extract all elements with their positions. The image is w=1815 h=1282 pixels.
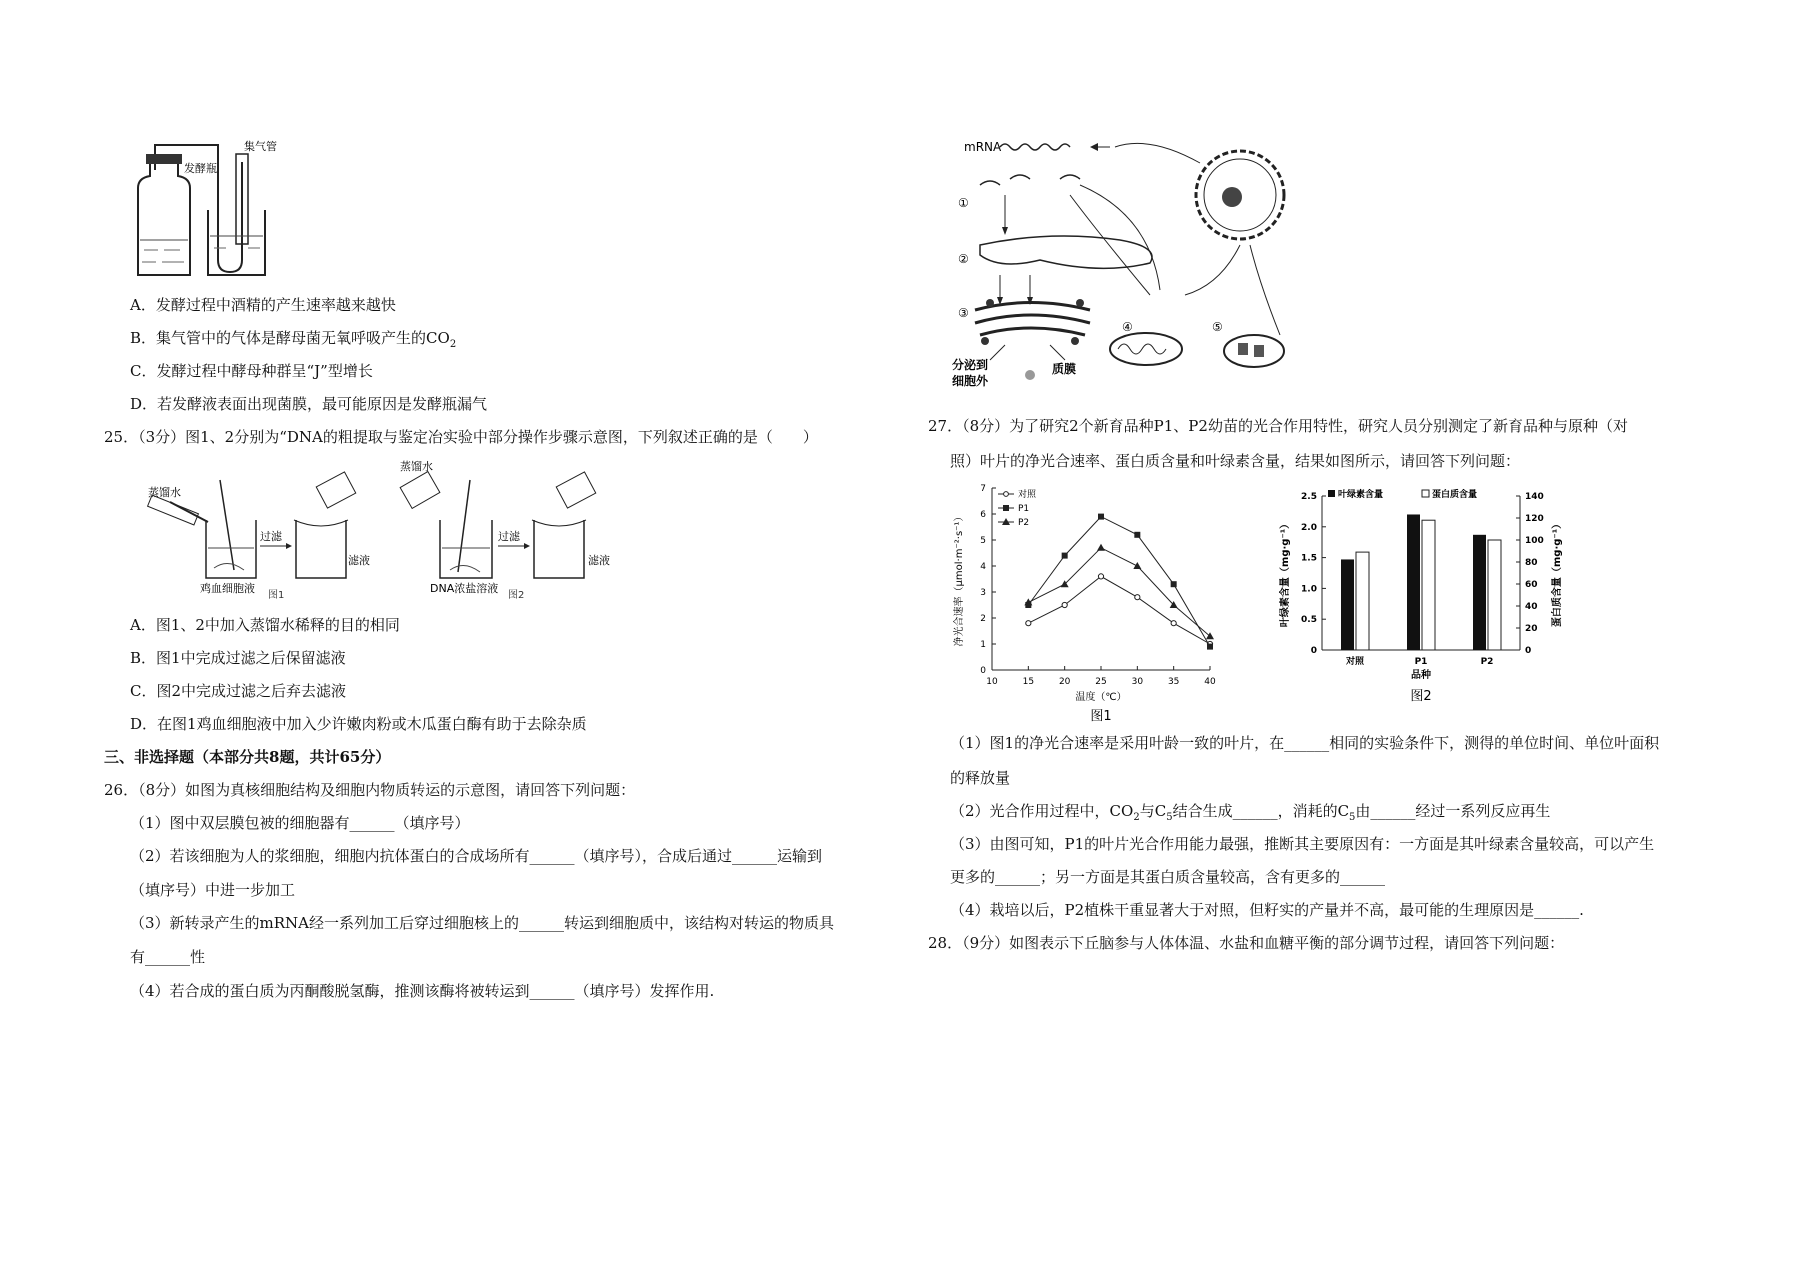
legend-label-P2: P2 — [1018, 518, 1030, 528]
q27-line-2: 的释放量 — [950, 769, 1011, 787]
q27-stem-1: 27．（8分）为了研究2个新育品种P1、P2幼苗的光合作用特性，研究人员分别测定了新育品种与原种（对 — [928, 417, 1628, 435]
x-tick-label: 10 — [986, 677, 998, 687]
section-heading: 三、非选择题（本部分共8题，共计65分） — [104, 748, 391, 766]
q25-stem: 25．（3分）图1、2分别为“DNA的粗提取与鉴定冶实验中部分操作步骤示意图，下列叙述正确的是（ ） — [104, 428, 818, 446]
q26-line-5: 有______性 — [130, 948, 206, 966]
legend-swatch — [1328, 490, 1335, 497]
y2-tick-label: 40 — [1525, 602, 1538, 612]
y-tick-label: 1 — [980, 640, 986, 650]
point-对照 — [1098, 574, 1103, 579]
svg-text:滤液: 滤液 — [348, 554, 370, 567]
bar-protein-P1 — [1422, 520, 1435, 650]
point-P1 — [1207, 644, 1213, 650]
x-tick-label: 40 — [1204, 677, 1216, 687]
q28-stem: 28．（9分）如图表示下丘脑参与人体体温、水盐和血糖平衡的部分调节过程，请回答下列问题： — [928, 934, 1565, 952]
legend-swatch — [1422, 490, 1429, 497]
dna-extraction-figure-2 — [400, 460, 680, 600]
y-tick-label: 0.5 — [1301, 615, 1317, 626]
label-2: ② — [958, 252, 969, 266]
membrane-label: 质膜 — [1052, 362, 1077, 376]
y2-tick-label: 20 — [1525, 624, 1538, 634]
y2-tick-label: 120 — [1525, 514, 1544, 524]
q25-option-b: B．图1中完成过滤之后保留滤液 — [130, 649, 346, 667]
q27-line-1: （1）图1的净光合速率是采用叶龄一致的叶片，在______相同的实验条件下，测得的单位时间、单位叶面积 — [950, 734, 1660, 752]
label-4: ④ — [1122, 320, 1133, 334]
point-对照 — [1171, 621, 1176, 626]
y2-axis-label: 蛋白质含量（mg·g⁻¹） — [1552, 518, 1563, 628]
y-tick-label: 2.5 — [1301, 492, 1317, 502]
secrete-label-1: 分泌到 — [952, 358, 989, 372]
q24-option-b: B．集气管中的气体是酵母菌无氧呼吸产生的$CO_2$ — [130, 329, 457, 350]
point-P1 — [1134, 532, 1140, 538]
svg-text:过滤: 过滤 — [260, 530, 282, 543]
svg-text:鸡血细胞液: 鸡血细胞液 — [200, 582, 255, 595]
svg-text:滤液: 滤液 — [588, 554, 610, 567]
x-axis-label: 温度（℃） — [1075, 692, 1127, 703]
q24-option-d: D．若发酵液表面出现菌膜，最可能原因是发酵瓶漏气 — [130, 395, 488, 413]
chlorophyll-protein-bar-chart — [1270, 480, 1570, 710]
chart1-caption: 图1 — [1090, 709, 1112, 724]
q27-line-6: （4）栽培以后，P2植株干重显著大于对照，但籽实的产量并不高，最可能的生理原因是______. — [950, 901, 1584, 919]
x-tick-label: 15 — [1022, 677, 1035, 687]
cell-transport-diagram — [950, 135, 1310, 395]
series-line-P2 — [1028, 548, 1210, 636]
point-P2 — [1133, 562, 1141, 569]
y-axis-label: 叶绿素含量（mg·g⁻¹） — [1280, 518, 1291, 628]
q25-option-c: C．图2中完成过滤之后弃去滤液 — [130, 682, 347, 700]
point-P1 — [1171, 581, 1177, 587]
category-label: 对照 — [1345, 657, 1365, 667]
q27-stem-2: 照）叶片的净光合速率、蛋白质含量和叶绿素含量，结果如图所示，请回答下列问题： — [950, 452, 1521, 470]
y-tick-label: 0 — [1310, 646, 1317, 656]
x-tick-label: 35 — [1167, 677, 1180, 687]
y-tick-label: 1.5 — [1301, 553, 1317, 564]
series-line-对照 — [1028, 576, 1210, 644]
svg-text:蒸馏水: 蒸馏水 — [148, 486, 181, 499]
q26-line-1: （1）图中双层膜包被的细胞器有______（填序号） — [130, 814, 470, 832]
point-P2 — [1097, 544, 1105, 551]
tube-label: 集气管 — [244, 140, 277, 153]
point-P1 — [1062, 553, 1068, 559]
q25-option-d: D．在图1鸡血细胞液中加入少许嫩肉粉或木瓜蛋白酶有助于去除杂质 — [130, 715, 587, 733]
y-tick-label: 1.0 — [1301, 584, 1317, 595]
y-tick-label: 6 — [980, 510, 986, 520]
svg-text:过滤: 过滤 — [498, 530, 520, 543]
q24-option-c: C．发酵过程中酵母种群呈“J”型增长 — [130, 362, 373, 380]
x-axis-label: 品种 — [1411, 670, 1431, 681]
label-3: ③ — [958, 306, 969, 320]
svg-text:DNA浓盐溶液: DNA浓盐溶液 — [430, 582, 499, 595]
chart2-caption: 图2 — [1410, 689, 1432, 704]
y-axis-label: 净光合速率（μmol·m⁻²·s⁻¹） — [954, 511, 965, 647]
q26-line-6: （4）若合成的蛋白质为丙酮酸脱氢酶，推测该酶将被转运到______（填序号）发挥作用. — [130, 982, 715, 1000]
y-tick-label: 3 — [980, 588, 986, 598]
x-tick-label: 30 — [1131, 677, 1144, 687]
q25-option-a: A．图1、2中加入蒸馏水稀释的目的相同 — [130, 616, 400, 634]
y-tick-label: 2.0 — [1301, 522, 1317, 533]
q26-line-3: （填序号）中进一步加工 — [130, 881, 296, 899]
y-tick-label: 4 — [980, 562, 986, 572]
category-label: P2 — [1480, 657, 1494, 667]
legend-marker — [1004, 492, 1009, 497]
legend-label-P1: P1 — [1018, 504, 1030, 514]
y2-tick-label: 100 — [1525, 536, 1544, 546]
net-photosynthesis-line-chart — [950, 480, 1240, 724]
y-tick-label: 5 — [980, 536, 986, 546]
label-1: ① — [958, 196, 969, 210]
bar-protein-P2 — [1488, 540, 1501, 650]
x-tick-label: 20 — [1058, 677, 1071, 687]
bar-chlorophyll-P2 — [1473, 535, 1486, 650]
y2-tick-label: 140 — [1525, 492, 1544, 502]
bar-chlorophyll-对照 — [1341, 559, 1354, 650]
y-tick-label: 7 — [980, 484, 986, 494]
bar-protein-对照 — [1356, 552, 1369, 650]
x-tick-label: 25 — [1095, 677, 1107, 687]
fig2-caption: 图2 — [508, 590, 525, 601]
y2-tick-label: 0 — [1525, 646, 1532, 656]
q24-option-a: A．发酵过程中酒精的产生速率越来越快 — [130, 296, 396, 314]
q26-line-4: （3）新转录产生的mRNA经一系列加工后穿过细胞核上的______转运到细胞质中，该结构对转运的物质具 — [130, 914, 835, 932]
q26-stem: 26．（8分）如图为真核细胞结构及细胞内物质转运的示意图，请回答下列问题： — [104, 781, 636, 799]
y-tick-label: 2 — [980, 614, 986, 624]
y-tick-label: 0 — [980, 666, 986, 676]
legend-marker — [1003, 505, 1009, 511]
bar-chlorophyll-P1 — [1407, 514, 1420, 650]
label-5: ⑤ — [1212, 320, 1223, 334]
legend-label: 蛋白质含量 — [1432, 490, 1478, 500]
point-对照 — [1135, 595, 1140, 600]
mrna-label: mRNA — [964, 140, 1002, 154]
svg-text:蒸馏水: 蒸馏水 — [400, 460, 433, 473]
point-P1 — [1098, 514, 1104, 520]
legend-label: 叶绿素含量 — [1338, 490, 1384, 500]
bottle-label: 发酵瓶 — [184, 162, 217, 175]
q27-line-3: （2）光合作用过程中，$CO_2$与$C_5$结合生成______，消耗的$C_5$由______经过一系列反应再生 — [950, 802, 1551, 823]
q27-line-4: （3）由图可知，P1的叶片光合作用能力最强，推断其主要原因有：一方面是其叶绿素含量较高，可以产生 — [950, 835, 1655, 853]
y2-tick-label: 60 — [1525, 580, 1538, 590]
point-对照 — [1026, 621, 1031, 626]
series-line-P1 — [1028, 517, 1210, 647]
legend-label-对照: 对照 — [1018, 490, 1037, 500]
dna-extraction-figure-1 — [148, 460, 428, 600]
q27-line-5: 更多的______；另一方面是其蛋白质含量较高，含有更多的______ — [950, 868, 1386, 886]
point-对照 — [1062, 602, 1067, 607]
secrete-label-2: 细胞外 — [952, 374, 989, 388]
y2-tick-label: 80 — [1525, 558, 1538, 568]
q26-line-2: （2）若该细胞为人的浆细胞，细胞内抗体蛋白的合成场所有______（填序号），合成后通过______运输到 — [130, 847, 823, 865]
fermentation-apparatus-figure — [130, 140, 290, 280]
category-label: P1 — [1414, 657, 1428, 667]
fig1-caption: 图1 — [268, 590, 285, 601]
